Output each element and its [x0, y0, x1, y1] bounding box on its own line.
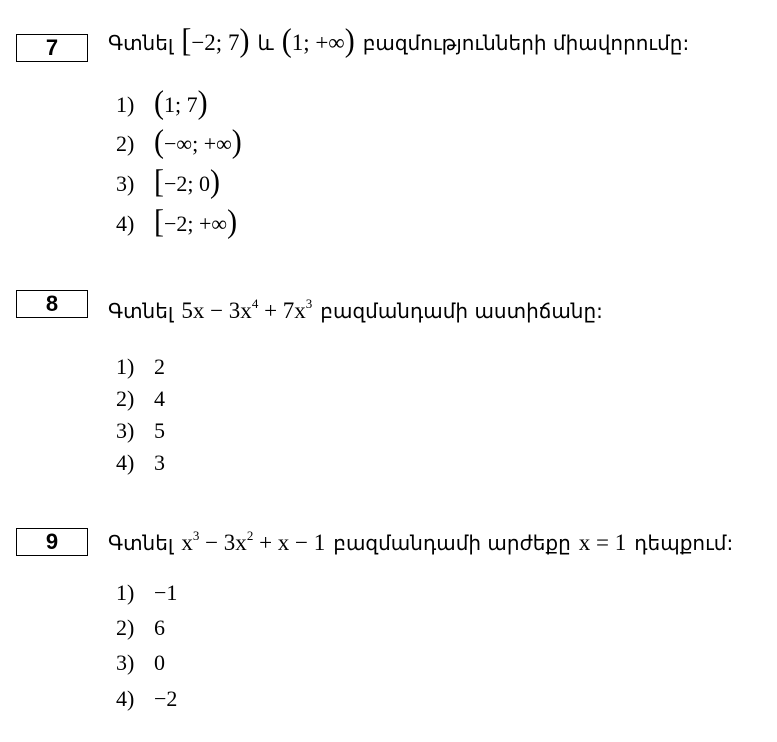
question-number-box — [16, 290, 88, 318]
answer-option — [116, 615, 165, 641]
answer-option — [116, 418, 165, 444]
question-number: 7 — [45, 35, 59, 60]
answer-option — [116, 386, 165, 412]
question-prefix: Գտնել — [108, 31, 174, 55]
option-value: 2 — [154, 354, 165, 379]
option-number: 3) — [116, 418, 135, 443]
polynomial: $5x - 3x^4 + 7x^3$ — [181, 296, 313, 323]
option-number: 4) — [116, 450, 135, 475]
answer-option — [116, 123, 242, 160]
option-number: 3) — [116, 650, 135, 675]
answer-option — [116, 650, 165, 676]
option-value: 6 — [154, 615, 165, 640]
interval-a: [−2; 7) — [181, 22, 250, 59]
answer-option — [116, 84, 208, 121]
question-number-box — [16, 34, 88, 62]
question-text — [108, 298, 603, 324]
question-text — [108, 530, 733, 556]
answer-option — [116, 580, 177, 606]
option-value: −2 — [154, 686, 178, 711]
conjunction: և — [257, 31, 274, 55]
question-suffix: բազմությունների միավորումը: — [362, 31, 690, 55]
option-number: 2) — [116, 131, 135, 156]
option-value: [−2; +∞) — [154, 203, 238, 240]
question-prefix: Գտնել — [108, 299, 174, 323]
option-value: 3 — [154, 450, 165, 475]
answer-option — [116, 354, 165, 380]
option-number: 1) — [116, 92, 135, 117]
option-number: 2) — [116, 386, 135, 411]
question-suffix: դեպքում: — [634, 531, 734, 555]
option-value: 4 — [154, 386, 165, 411]
answer-option — [116, 450, 165, 476]
option-number: 1) — [116, 354, 135, 379]
answer-option — [116, 203, 238, 240]
question-text — [108, 22, 690, 59]
polynomial: $x^3 - 3x^2 + x - 1$ — [181, 528, 326, 555]
answer-option — [116, 163, 221, 200]
question-number-box — [16, 528, 88, 556]
option-number: 4) — [116, 686, 135, 711]
option-number: 3) — [116, 171, 135, 196]
option-value: (1; 7) — [154, 84, 208, 121]
question-suffix: բազմանդամի աստիճանը: — [320, 299, 603, 323]
option-number: 1) — [116, 580, 135, 605]
question-number: 8 — [45, 291, 59, 316]
question-middle: բազմանդամի արժեքը — [333, 531, 571, 555]
interval-b: (1; +∞) — [281, 22, 355, 59]
condition: x = 1 — [578, 530, 627, 555]
option-number: 4) — [116, 211, 135, 236]
answer-option — [116, 686, 177, 712]
question-number: 9 — [45, 529, 59, 554]
option-value: 5 — [154, 418, 165, 443]
option-value: (−∞; +∞) — [154, 123, 242, 160]
option-value: 0 — [154, 650, 165, 675]
question-prefix: Գտնել — [108, 531, 174, 555]
option-number: 2) — [116, 615, 135, 640]
option-value: −1 — [154, 580, 178, 605]
option-value: [−2; 0) — [154, 163, 221, 200]
